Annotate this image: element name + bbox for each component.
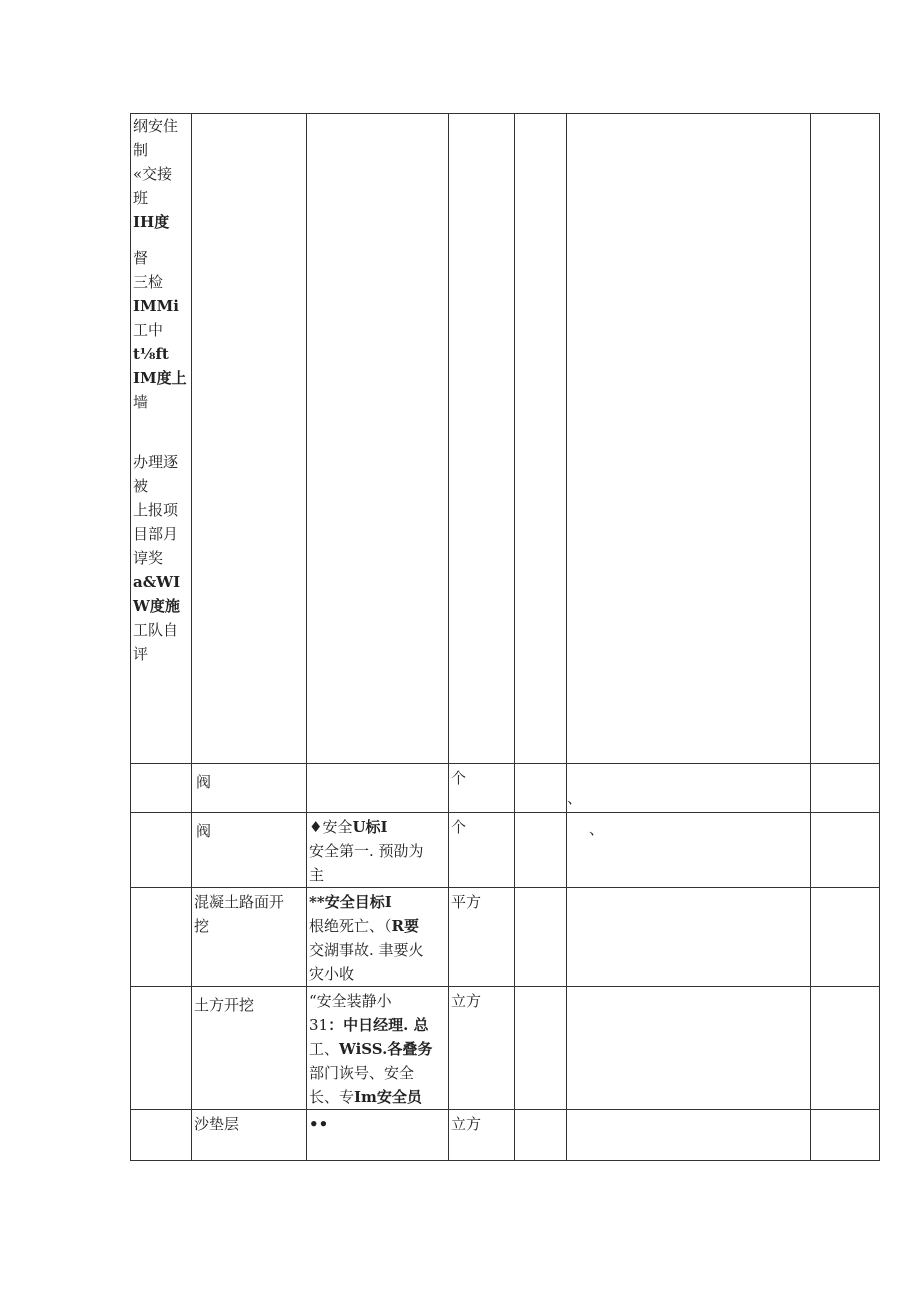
desc-line: “安全装静小 xyxy=(309,992,392,1010)
regulation-line xyxy=(133,414,191,450)
regulation-line: 办理逐 xyxy=(133,453,179,471)
regulation-line: «交接 xyxy=(133,165,173,183)
regulation-line: 三检 xyxy=(133,273,164,291)
regulation-line: t⅛ft xyxy=(133,345,169,363)
item-name: 阀 xyxy=(196,822,212,840)
item-name: 土方开挖 xyxy=(194,996,255,1014)
table-row xyxy=(131,987,880,1110)
item-unit: 个 xyxy=(451,818,467,836)
regulation-line: IM度上 xyxy=(133,369,187,387)
document-table xyxy=(130,113,880,1161)
regulation-line: IMMi xyxy=(133,297,179,315)
desc-line: 长、专Im安全员 xyxy=(309,1088,422,1106)
item-mark: 、 xyxy=(567,789,583,807)
regulation-line xyxy=(133,234,191,246)
regulation-line: 被 xyxy=(133,477,149,495)
regulation-list-cell xyxy=(131,114,192,764)
item-name: 沙垫层 xyxy=(194,1115,240,1133)
desc-line: 主 xyxy=(309,866,325,884)
regulation-line: W度施 xyxy=(133,597,180,615)
table-row xyxy=(131,888,880,987)
regulation-line: 上报项 xyxy=(133,501,179,519)
desc-line: 交湖事故. 聿要火 xyxy=(309,941,424,959)
item-mark: 、 xyxy=(589,820,605,838)
table-row xyxy=(131,764,880,813)
regulation-line: 谆奖 xyxy=(133,549,164,567)
item-desc xyxy=(307,888,449,987)
item-desc xyxy=(307,813,449,888)
desc-line: **安全目标I xyxy=(309,893,392,911)
regulation-line: 工中 xyxy=(133,321,164,339)
regulation-list xyxy=(133,114,191,666)
item-unit: 立方 xyxy=(451,992,482,1010)
regulation-line: 纲安住 xyxy=(133,117,179,135)
desc-line: 工、WiSS.各叠务 xyxy=(309,1040,433,1058)
item-name: 混凝土路面开挖 xyxy=(194,893,285,935)
item-unit: 个 xyxy=(451,769,467,787)
regulation-line: 督 xyxy=(133,249,149,267)
item-desc xyxy=(307,1110,449,1161)
item-unit: 平方 xyxy=(451,893,482,911)
desc-line: ♦安全U标I xyxy=(309,818,388,836)
regulation-line: a&WI xyxy=(133,573,181,591)
regulation-line: 工队自 xyxy=(133,621,179,639)
regulation-line: 目部月 xyxy=(133,525,179,543)
regulation-line: 墙 xyxy=(133,393,149,411)
desc-line: 安全第一. 预劭为 xyxy=(309,842,424,860)
desc-line: 部门诙号、安全 xyxy=(309,1064,415,1082)
table-row xyxy=(131,114,880,764)
regulation-line: 班 xyxy=(133,189,149,207)
desc-line: 31：中日经理. 总 xyxy=(309,1016,429,1034)
regulation-line: IH度 xyxy=(133,213,170,231)
desc-line: •• xyxy=(309,1115,329,1133)
table-row xyxy=(131,813,880,888)
item-desc xyxy=(307,987,449,1110)
item-name: 阀 xyxy=(196,773,212,791)
desc-line: 根绝死亡、（R要 xyxy=(309,917,419,935)
regulation-line: 制 xyxy=(133,141,149,159)
desc-line: 灾小收 xyxy=(309,965,355,983)
regulation-line: 评 xyxy=(133,645,149,663)
table-row xyxy=(131,1110,880,1161)
item-unit: 立方 xyxy=(451,1115,482,1133)
